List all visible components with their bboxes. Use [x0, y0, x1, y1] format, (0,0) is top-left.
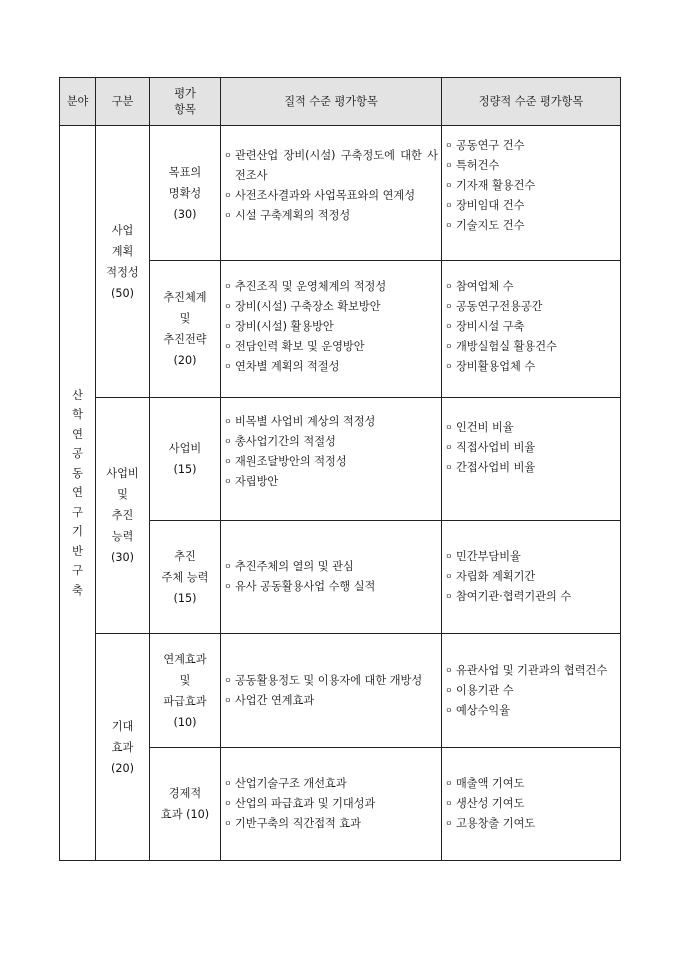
list-item: ㅇ 사업간 연계효과	[224, 691, 438, 711]
list-item: ㅇ 민간부담비율	[445, 547, 617, 567]
group-cell-budget: 사업비 및 추진 능력 (30)	[96, 398, 150, 634]
list-item: ㅇ 기반구축의 직간접적 효과	[224, 814, 438, 834]
list-item: ㅇ 장비시설 구축	[445, 317, 617, 337]
qualitative-list	[221, 277, 441, 377]
table-row	[60, 126, 621, 261]
qualitative-list	[221, 774, 441, 834]
item-cell: 추진 주체 능력 (15)	[150, 521, 221, 634]
qualitative-cell	[221, 261, 442, 398]
header-field: 분야	[60, 78, 96, 126]
quantitative-list	[442, 418, 620, 478]
quantitative-cell	[442, 748, 621, 861]
list-item: ㅇ 유사 공동활용사업 수행 실적	[224, 577, 438, 597]
item-cell: 목표의 명확성 (30)	[150, 126, 221, 261]
header-quantitative: 정량적 수준 평가항목	[442, 78, 621, 126]
list-item: ㅇ 공동연구전용공간	[445, 297, 617, 317]
quantitative-list	[442, 774, 620, 834]
list-item: ㅇ 전담인력 확보 및 운영방안	[224, 337, 438, 357]
quantitative-cell	[442, 634, 621, 748]
qualitative-list	[221, 412, 441, 492]
quantitative-cell	[442, 261, 621, 398]
item-cell: 사업비 (15)	[150, 398, 221, 521]
table-row	[60, 634, 621, 748]
list-item: ㅇ 참여업체 수	[445, 277, 617, 297]
list-item: ㅇ 비목별 사업비 계상의 적정성	[224, 412, 438, 432]
item-cell: 추진체계 및 추진전략 (20)	[150, 261, 221, 398]
list-item: ㅇ 인건비 비율	[445, 418, 617, 438]
list-item: ㅇ 유관사업 및 기관과의 협력건수	[445, 661, 617, 681]
qualitative-list	[221, 671, 441, 711]
list-item: ㅇ 시설 구축계획의 적정성	[224, 206, 438, 226]
quantitative-list	[442, 661, 620, 721]
list-item: ㅇ 장비임대 건수	[445, 196, 617, 216]
list-item: ㅇ 추진조직 및 운영체계의 적정성	[224, 277, 438, 297]
list-item: ㅇ 추진주체의 열의 및 관심	[224, 557, 438, 577]
list-item: ㅇ 장비(시설) 활용방안	[224, 317, 438, 337]
list-item: ㅇ 고용창출 기여도	[445, 814, 617, 834]
list-item: ㅇ 장비(시설) 구축장소 확보방안	[224, 297, 438, 317]
qualitative-list	[221, 557, 441, 597]
field-label: 산 학 연 공 동 연 구 기 반 구 축	[72, 388, 83, 597]
list-item: ㅇ 관련산업 장비(시설) 구축정도에 대한 사전조사	[224, 146, 438, 186]
quantitative-cell	[442, 521, 621, 634]
qualitative-list	[221, 146, 441, 226]
list-item: ㅇ 기술지도 건수	[445, 216, 617, 236]
header-row	[60, 78, 621, 126]
header-qualitative: 질적 수준 평가항목	[221, 78, 442, 126]
list-item: ㅇ 산업의 파급효과 및 기대성과	[224, 794, 438, 814]
header-category: 구분	[96, 78, 150, 126]
list-item: ㅇ 공동연구 건수	[445, 136, 617, 156]
list-item: ㅇ 간접사업비 비율	[445, 458, 617, 478]
list-item: ㅇ 개방실험실 활용건수	[445, 337, 617, 357]
group-cell-plan: 사업 계획 적정성 (50)	[96, 126, 150, 398]
list-item: ㅇ 기자재 활용건수	[445, 176, 617, 196]
list-item: ㅇ 직접사업비 비율	[445, 438, 617, 458]
list-item: ㅇ 총사업기간의 적절성	[224, 432, 438, 452]
list-item: ㅇ 참여기관·협력기관의 수	[445, 587, 617, 607]
quantitative-list	[442, 277, 620, 377]
list-item: ㅇ 연차별 계획의 적절성	[224, 357, 438, 377]
qualitative-cell	[221, 126, 442, 261]
list-item: ㅇ 이용기관 수	[445, 681, 617, 701]
list-item: ㅇ 공동활용정도 및 이용자에 대한 개방성	[224, 671, 438, 691]
list-item: ㅇ 특허건수	[445, 156, 617, 176]
qualitative-cell	[221, 521, 442, 634]
quantitative-list	[442, 136, 620, 236]
qualitative-cell	[221, 748, 442, 861]
list-item: ㅇ 사전조사결과와 사업목표와의 연계성	[224, 186, 438, 206]
header-item: 평가 항목	[150, 78, 221, 126]
qualitative-cell	[221, 398, 442, 521]
list-item: ㅇ 자립화 계획기간	[445, 567, 617, 587]
evaluation-table	[59, 77, 621, 861]
field-cell	[60, 126, 96, 861]
table-row	[60, 398, 621, 521]
qualitative-cell	[221, 634, 442, 748]
list-item: ㅇ 예상수익율	[445, 701, 617, 721]
list-item: ㅇ 매출액 기여도	[445, 774, 617, 794]
quantitative-cell	[442, 126, 621, 261]
quantitative-list	[442, 547, 620, 607]
list-item: ㅇ 재원조달방안의 적정성	[224, 452, 438, 472]
item-cell: 연계효과 및 파급효과 (10)	[150, 634, 221, 748]
quantitative-cell	[442, 398, 621, 521]
list-item: ㅇ 생산성 기여도	[445, 794, 617, 814]
group-cell-effect: 기대 효과 (20)	[96, 634, 150, 861]
item-cell: 경제적 효과 (10)	[150, 748, 221, 861]
list-item: ㅇ 장비활용업체 수	[445, 357, 617, 377]
list-item: ㅇ 산업기술구조 개선효과	[224, 774, 438, 794]
list-item: ㅇ 자립방안	[224, 472, 438, 492]
